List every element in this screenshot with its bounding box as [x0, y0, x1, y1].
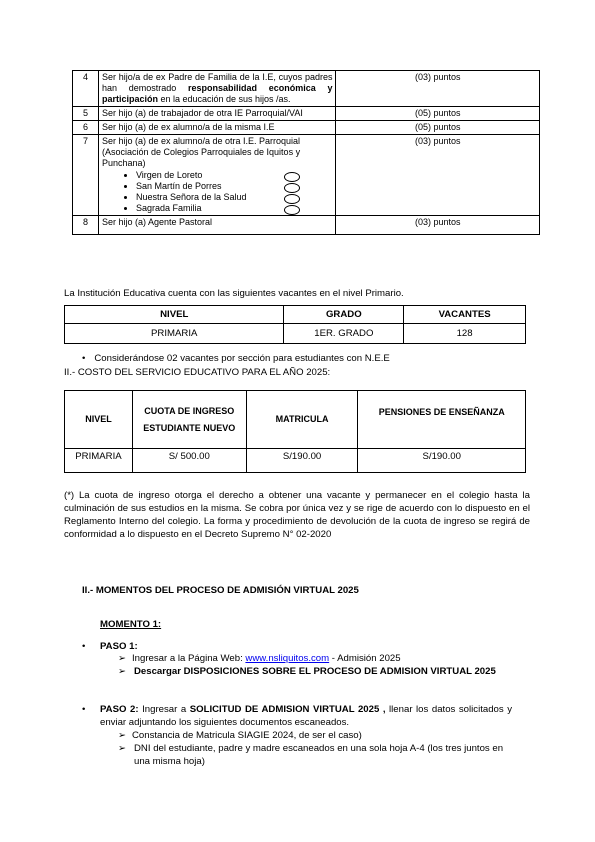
arrow-bullet-icon: ➢: [118, 743, 127, 754]
vacancies-note: [82, 352, 390, 365]
table-cell: 1ER. GRADO: [284, 324, 404, 344]
criteria-description: [98, 135, 336, 216]
table-cell: S/ 500.00: [132, 449, 246, 473]
table-cell: PRIMARIA: [65, 324, 284, 344]
criteria-description: [98, 71, 336, 107]
column-header: NIVEL: [65, 306, 284, 324]
table-row: [73, 135, 540, 216]
criteria-points: (03) puntos: [336, 71, 540, 107]
bullet-icon: •: [82, 704, 86, 715]
step-text: llenar los datos solicitados y enviar adjuntando los siguientes documentos escaneados.: [100, 704, 513, 728]
column-header: MATRICULA: [246, 391, 358, 449]
table-cell: PRIMARIA: [65, 449, 133, 473]
table-header-row: [65, 306, 526, 324]
column-header: GRADO: [284, 306, 404, 324]
step-text: Ingresar a la Página Web:: [132, 653, 246, 664]
criteria-description: Ser hijo (a) de ex alumno/a de la misma I.E: [98, 121, 336, 135]
school-name: Nuestra Señora de la Salud: [135, 192, 247, 202]
criteria-description: Ser hijo (a) Agente Pastoral: [98, 216, 336, 235]
step-text: - Admisión 2025: [329, 653, 401, 664]
paso-2-item-1: [118, 729, 512, 742]
school-name: Virgen de Loreto: [135, 170, 203, 180]
moment-1-title: MOMENTO 1:: [100, 619, 162, 630]
criteria-table: [72, 70, 540, 235]
arrow-bullet-icon: ➢: [118, 653, 127, 664]
moments-heading: II.- MOMENTOS DEL PROCESO DE ADMISIÓN VIRTUAL 2025: [82, 585, 359, 596]
school-name: San Martín de Porres: [135, 181, 222, 191]
school-name: Sagrada Familia: [135, 203, 202, 213]
paso-1-item-1: [118, 652, 401, 665]
criteria-text: Ser hijo (a) de ex alumno/a de otra I.E. Parroquial (Asociación de Colegios Parroquiales de Iquitos y Punchana): [101, 136, 301, 168]
table-cell: 128: [404, 324, 526, 344]
table-row: [65, 324, 526, 344]
vacancies-table: [64, 305, 526, 344]
criteria-text: en la educación de sus hijos /as.: [157, 94, 291, 104]
criteria-points: (03) puntos: [336, 135, 540, 216]
arrow-bullet-icon: ➢: [118, 730, 127, 741]
criteria-points: (03) puntos: [336, 216, 540, 235]
cost-table: [64, 390, 526, 473]
paso-2-text: [100, 703, 512, 729]
step-title: PASO 2:: [100, 704, 139, 715]
cost-heading: II.- COSTO DEL SERVICIO EDUCATIVO PARA EL AÑO 2025:: [64, 367, 331, 378]
row-number: 5: [73, 107, 99, 121]
school-item: [136, 203, 333, 214]
school-item: [136, 192, 333, 203]
paso-2-item-2: [118, 742, 512, 768]
cost-note: (*) La cuota de ingreso otorga el derecho a obtener una vacante y permanecer en el colegio hasta la culminación de sus estudios en la misma. Se cobra por única vez y se rige de acuerdo con lo dispuesto en el Reglamento Interno del colegio. La forma y procedimiento de devolución de la cuota de ingreso se regirá de conformidad a lo dispuesto en el Decreto Supremo N° 02-2020: [64, 490, 530, 540]
arrow-bullet-icon: ➢: [118, 666, 127, 677]
step-bold-text: SOLICITUD DE ADMISION VIRTUAL 2025 ,: [189, 704, 386, 715]
step-text: Constancia de Matricula SIAGIE 2024, de ser el caso): [132, 730, 362, 741]
row-number: 6: [73, 121, 99, 135]
step-title: PASO 1:: [100, 641, 138, 652]
column-header: CUOTA DE INGRESO ESTUDIANTE NUEVO: [132, 391, 246, 449]
table-cell: S/190.00: [246, 449, 358, 473]
bullet-icon: •: [82, 353, 86, 364]
school-item: [136, 181, 333, 192]
table-row: [73, 216, 540, 235]
school-list: [102, 170, 333, 214]
table-header-row: [65, 391, 526, 449]
table-cell: S/190.00: [358, 449, 526, 473]
paso-1-item-2: [118, 665, 510, 678]
table-row: [73, 121, 540, 135]
paso-2: [82, 703, 512, 729]
table-row: [73, 71, 540, 107]
table-row: [73, 107, 540, 121]
checkbox-circle[interactable]: [284, 205, 300, 215]
column-header: NIVEL: [65, 391, 133, 449]
criteria-description: Ser hijo (a) de trabajador de otra IE Parroquial/VAI: [98, 107, 336, 121]
bullet-icon: •: [82, 641, 86, 652]
row-number: 4: [73, 71, 99, 107]
criteria-bold-text: responsabilidad económica y participación: [101, 83, 333, 104]
step-text: DNI del estudiante, padre y madre escaneados en una sola hoja A-4 (los tres juntos en una misma hoja): [134, 743, 504, 767]
column-header: VACANTES: [404, 306, 526, 324]
step-text: Ingresar a: [138, 704, 190, 715]
vacancies-intro: La Institución Educativa cuenta con las siguientes vacantes en el nivel Primario.: [64, 288, 404, 299]
criteria-points: (05) puntos: [336, 107, 540, 121]
school-item: [136, 170, 333, 181]
criteria-points: (05) puntos: [336, 121, 540, 135]
note-text: Considerándose 02 vacantes por sección para estudiantes con N.E.E: [94, 353, 390, 364]
criteria-text: Ser hijo/a de ex Padre de Familia de la I.E, cuyos padres han demostrado: [101, 72, 333, 93]
website-link[interactable]: www.nsliquitos.com: [245, 653, 330, 664]
row-number: 8: [73, 216, 99, 235]
step-text: Descargar DISPOSICIONES SOBRE EL PROCESO DE ADMISION VIRTUAL 2025: [134, 666, 496, 677]
row-number: 7: [73, 135, 99, 216]
column-header: PENSIONES DE ENSEÑANZA: [358, 391, 526, 449]
table-row: [65, 449, 526, 473]
